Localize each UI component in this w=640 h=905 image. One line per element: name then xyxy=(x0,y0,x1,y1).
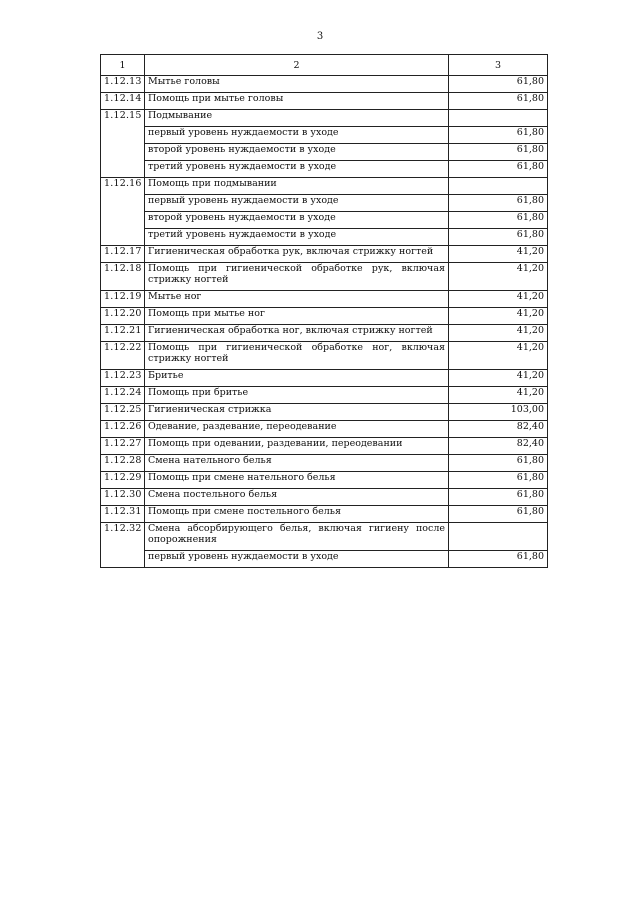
service-description: Помощь при смене постельного белья xyxy=(145,506,449,523)
table-row xyxy=(101,404,548,421)
service-price: 61,80 xyxy=(449,144,548,161)
table-row xyxy=(101,195,548,212)
row-number: 1.12.21 xyxy=(101,325,145,342)
service-description: третий уровень нуждаемости в уходе xyxy=(145,229,449,246)
table-row xyxy=(101,370,548,387)
service-price: 103,00 xyxy=(449,404,548,421)
row-number: 1.12.30 xyxy=(101,489,145,506)
service-description: Гигиеническая обработка ног, включая стрижку ногтей xyxy=(145,325,449,342)
table-row xyxy=(101,76,548,93)
row-number: 1.12.13 xyxy=(101,76,145,93)
column-header-2: 2 xyxy=(145,55,449,76)
service-price: 41,20 xyxy=(449,263,548,291)
table-row xyxy=(101,144,548,161)
service-description: Помощь при гигиенической обработке ног, включая стрижку ногтей xyxy=(145,342,449,370)
service-price: 61,80 xyxy=(449,212,548,229)
table-row xyxy=(101,342,548,370)
service-description: первый уровень нуждаемости в уходе xyxy=(145,195,449,212)
service-description: первый уровень нуждаемости в уходе xyxy=(145,127,449,144)
service-price xyxy=(449,110,548,127)
service-description: Помощь при гигиенической обработке рук, включая стрижку ногтей xyxy=(145,263,449,291)
service-price: 41,20 xyxy=(449,325,548,342)
row-number: 1.12.31 xyxy=(101,506,145,523)
service-description: Гигиеническая стрижка xyxy=(145,404,449,421)
service-description: второй уровень нуждаемости в уходе xyxy=(145,144,449,161)
service-price: 61,80 xyxy=(449,455,548,472)
table-row xyxy=(101,438,548,455)
row-number: 1.12.29 xyxy=(101,472,145,489)
table-header-row xyxy=(101,55,548,76)
service-description: Помощь при мытье головы xyxy=(145,93,449,110)
column-header-1: 1 xyxy=(101,55,145,76)
service-price: 82,40 xyxy=(449,421,548,438)
table-row xyxy=(101,523,548,551)
table-row xyxy=(101,506,548,523)
row-number: 1.12.28 xyxy=(101,455,145,472)
row-number: 1.12.24 xyxy=(101,387,145,404)
service-price: 61,80 xyxy=(449,127,548,144)
service-description: Помощь при мытье ног xyxy=(145,308,449,325)
service-description: третий уровень нуждаемости в уходе xyxy=(145,161,449,178)
service-price: 61,80 xyxy=(449,195,548,212)
table-row xyxy=(101,421,548,438)
column-header-3: 3 xyxy=(449,55,548,76)
service-price: 61,80 xyxy=(449,76,548,93)
row-number: 1.12.23 xyxy=(101,370,145,387)
service-description: Одевание, раздевание, переодевание xyxy=(145,421,449,438)
row-number: 1.12.15 xyxy=(101,110,145,178)
service-price xyxy=(449,178,548,195)
table-row xyxy=(101,551,548,568)
service-description: Помощь при бритье xyxy=(145,387,449,404)
table-row xyxy=(101,161,548,178)
table-row xyxy=(101,127,548,144)
service-price: 41,20 xyxy=(449,370,548,387)
service-description: Подмывание xyxy=(145,110,449,127)
service-price: 61,80 xyxy=(449,489,548,506)
service-price: 61,80 xyxy=(449,472,548,489)
service-description: Мытье головы xyxy=(145,76,449,93)
row-number: 1.12.20 xyxy=(101,308,145,325)
services-table xyxy=(100,54,548,568)
service-description: Гигиеническая обработка рук, включая стрижку ногтей xyxy=(145,246,449,263)
service-price: 41,20 xyxy=(449,387,548,404)
row-number: 1.12.18 xyxy=(101,263,145,291)
table-row xyxy=(101,246,548,263)
table-row xyxy=(101,263,548,291)
service-description: Бритье xyxy=(145,370,449,387)
table-row xyxy=(101,489,548,506)
row-number: 1.12.14 xyxy=(101,93,145,110)
row-number: 1.12.19 xyxy=(101,291,145,308)
row-number: 1.12.25 xyxy=(101,404,145,421)
service-price: 61,80 xyxy=(449,161,548,178)
table-row xyxy=(101,455,548,472)
service-description: первый уровень нуждаемости в уходе xyxy=(145,551,449,568)
row-number: 1.12.27 xyxy=(101,438,145,455)
service-description: Помощь при одевании, раздевании, переодевании xyxy=(145,438,449,455)
service-description: Помощь при подмывании xyxy=(145,178,449,195)
service-price xyxy=(449,523,548,551)
table-row xyxy=(101,291,548,308)
table-row xyxy=(101,110,548,127)
service-price: 41,20 xyxy=(449,308,548,325)
table-row xyxy=(101,387,548,404)
service-price: 61,80 xyxy=(449,551,548,568)
table-row xyxy=(101,212,548,229)
table-row xyxy=(101,308,548,325)
row-number: 1.12.32 xyxy=(101,523,145,568)
service-price: 82,40 xyxy=(449,438,548,455)
table-row xyxy=(101,178,548,195)
service-description: Мытье ног xyxy=(145,291,449,308)
table-row xyxy=(101,325,548,342)
service-price: 41,20 xyxy=(449,291,548,308)
row-number: 1.12.26 xyxy=(101,421,145,438)
service-price: 61,80 xyxy=(449,229,548,246)
row-number: 1.12.22 xyxy=(101,342,145,370)
service-description: Смена постельного белья xyxy=(145,489,449,506)
service-description: Смена нательного белья xyxy=(145,455,449,472)
row-number: 1.12.16 xyxy=(101,178,145,246)
service-description: Смена абсорбирующего белья, включая гигиену после опорожнения xyxy=(145,523,449,551)
service-price: 61,80 xyxy=(449,93,548,110)
service-description: второй уровень нуждаемости в уходе xyxy=(145,212,449,229)
service-price: 41,20 xyxy=(449,246,548,263)
row-number: 1.12.17 xyxy=(101,246,145,263)
page-number: 3 xyxy=(316,31,324,42)
service-price: 41,20 xyxy=(449,342,548,370)
table-row xyxy=(101,472,548,489)
service-price: 61,80 xyxy=(449,506,548,523)
service-description: Помощь при смене нательного белья xyxy=(145,472,449,489)
table-row xyxy=(101,93,548,110)
table-row xyxy=(101,229,548,246)
